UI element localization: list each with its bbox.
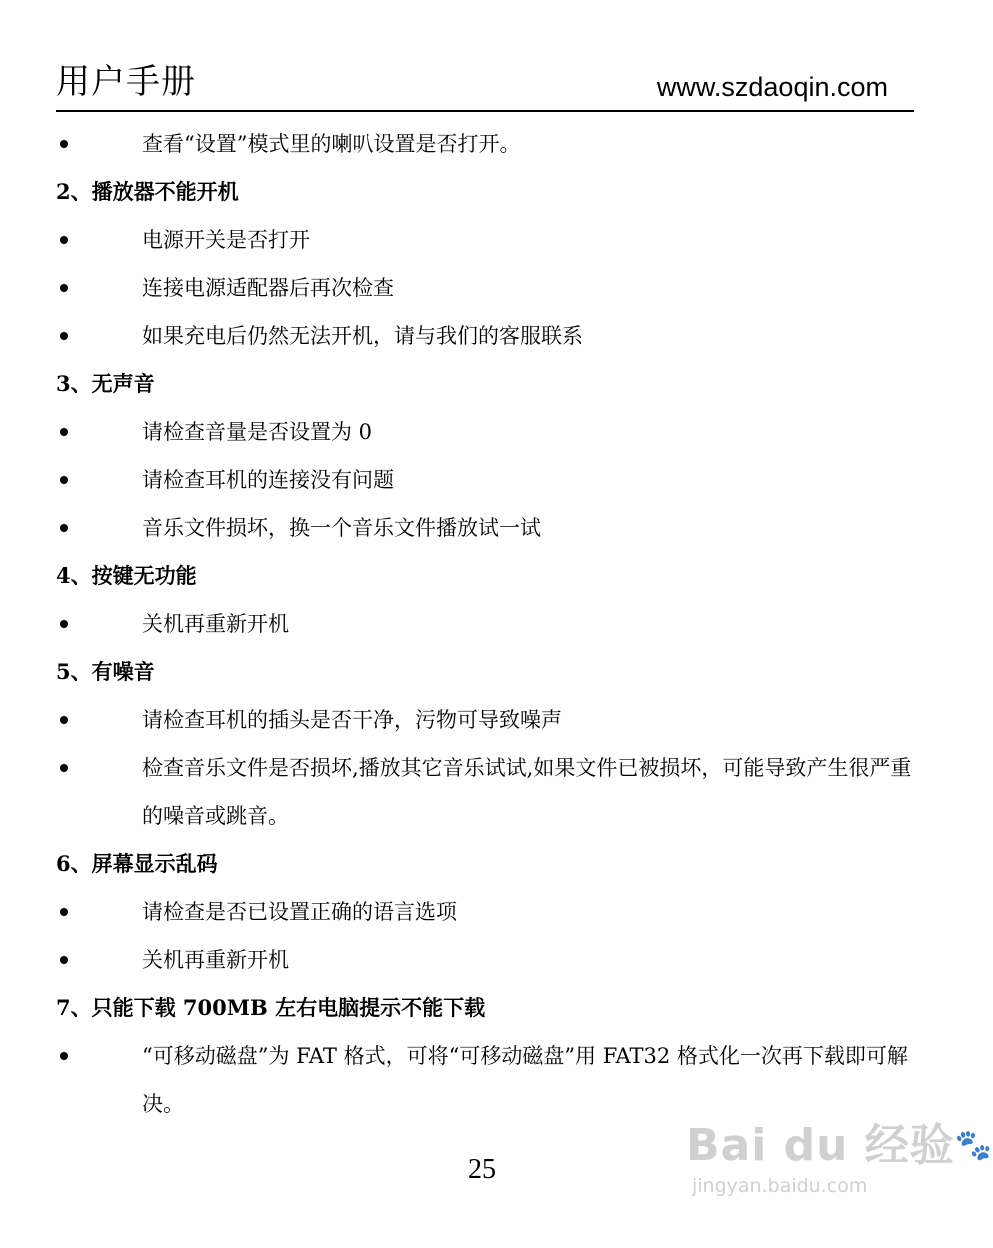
watermark-url: jingyan.baidu.com <box>692 1175 868 1197</box>
bullet-item: 关机再重新开机 <box>56 600 914 648</box>
bullet-item: 电源开关是否打开 <box>56 216 914 264</box>
section-heading: 2、播放器不能开机 <box>56 179 239 204</box>
bullet-item: “可移动磁盘”为 FAT 格式，可将“可移动磁盘”用 FAT32 格式化一次再下载即可解决。 <box>56 1032 914 1128</box>
bullet-item: 请检查耳机的插头是否干净，污物可导致噪声 <box>56 696 914 744</box>
section-heading: 7、只能下载 700MB 左右电脑提示不能下载 <box>56 995 486 1020</box>
bullet-item: 如果充电后仍然无法开机，请与我们的客服联系 <box>56 312 914 360</box>
page-number: 25 <box>468 1154 496 1185</box>
bullet-dot-icon <box>60 956 68 964</box>
section-heading: 4、按键无功能 <box>56 563 197 588</box>
bullet-item: 请检查是否已设置正确的语言选项 <box>56 888 914 936</box>
section-heading: 6、屏幕显示乱码 <box>56 851 218 876</box>
bullet-dot-icon <box>60 428 68 436</box>
bullet-dot-icon <box>60 284 68 292</box>
website-url: www.szdaoqin.com <box>656 72 888 102</box>
bullet-dot-icon <box>60 524 68 532</box>
section-heading: 3、无声音 <box>56 371 155 396</box>
watermark-logo: Bai du 经验🐾 <box>686 1120 993 1171</box>
bullet-dot-icon <box>60 1052 68 1060</box>
section-heading: 5、有噪音 <box>56 659 155 684</box>
bullet-item: 请检查音量是否设置为 0 <box>56 408 914 456</box>
bullet-item: 连接电源适配器后再次检查 <box>56 264 914 312</box>
bullet-item: 查看“设置”模式里的喇叭设置是否打开。 <box>56 120 914 168</box>
bullet-dot-icon <box>60 236 68 244</box>
bullet-dot-icon <box>60 764 68 772</box>
paw-icon: 🐾 <box>954 1128 993 1163</box>
bullet-item: 检查音乐文件是否损坏,播放其它音乐试试,如果文件已被损坏，可能导致产生很严重的噪音或跳音。 <box>56 744 914 840</box>
bullet-item: 关机再重新开机 <box>56 936 914 984</box>
bullet-dot-icon <box>60 140 68 148</box>
bullet-dot-icon <box>60 716 68 724</box>
manual-title: 用户手册 <box>56 62 196 102</box>
baidu-jingyan-watermark <box>686 1118 993 1214</box>
bullet-dot-icon <box>60 908 68 916</box>
bullet-dot-icon <box>60 620 68 628</box>
bullet-dot-icon <box>60 476 68 484</box>
bullet-item: 请检查耳机的连接没有问题 <box>56 456 914 504</box>
page-header <box>56 58 914 112</box>
bullet-item: 音乐文件损坏，换一个音乐文件播放试一试 <box>56 504 914 552</box>
troubleshooting-content <box>56 120 914 1128</box>
bullet-dot-icon <box>60 332 68 340</box>
